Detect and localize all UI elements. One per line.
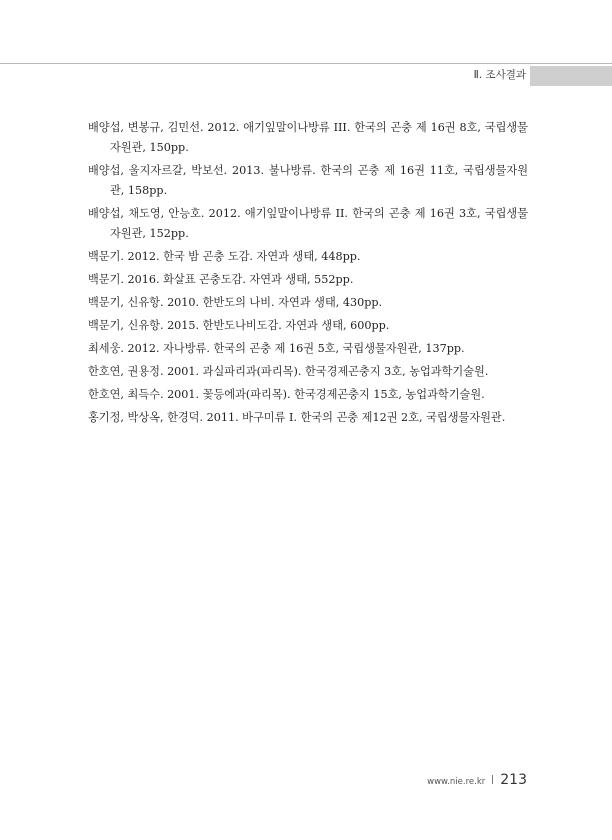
footer-url[interactable]: www.nie.re.kr xyxy=(427,777,486,787)
reference-list xyxy=(88,118,528,431)
page-number: 213 xyxy=(500,772,527,788)
reference-item: 배양섭, 변봉규, 김민선. 2012. 애기잎말이나방류 III. 한국의 곤충 제 16권 8호, 국립생물자원관, 150pp. xyxy=(88,121,528,154)
section-label: Ⅱ. 조사결과 xyxy=(473,69,526,81)
section-tab xyxy=(530,66,612,86)
reference-item: 백문기. 2012. 한국 밤 곤충 도감. 자연과 생태, 448pp. xyxy=(88,250,361,263)
reference-item: 백문기. 2016. 화살표 곤충도감. 자연과 생태, 552pp. xyxy=(88,273,354,286)
footer-divider xyxy=(492,775,493,784)
reference-item: 배양섭, 채도영, 안능호. 2012. 애기잎말이나방류 II. 한국의 곤충 제 16권 3호, 국립생물자원관, 152pp. xyxy=(88,207,528,240)
reference-item: 홍기정, 박상옥, 한경덕. 2011. 바구미류 I. 한국의 곤충 제12권 2호, 국립생물자원관. xyxy=(88,411,506,424)
reference-item: 백문기, 신유항. 2015. 한반도나비도감. 자연과 생태, 600pp. xyxy=(88,319,390,332)
reference-item: 최세웅. 2012. 자나방류. 한국의 곤충 제 16권 5호, 국립생물자원관, 137pp. xyxy=(88,342,465,355)
page-footer xyxy=(427,772,527,788)
reference-item: 한호연, 권용정. 2001. 과실파리과(파리목). 한국경제곤충지 3호, 농업과학기술원. xyxy=(88,365,489,378)
header-rule xyxy=(0,63,612,64)
reference-item: 한호연, 최득수. 2001. 꽃등에과(파리목). 한국경제곤충지 15호, 농업과학기술원. xyxy=(88,388,485,401)
reference-item: 백문기, 신유항. 2010. 한반도의 나비. 자연과 생태, 430pp. xyxy=(88,296,383,309)
reference-item: 배양섭, 울지자르갈, 박보선. 2013. 불나방류. 한국의 곤충 제 16권 11호, 국립생물자원관, 158pp. xyxy=(88,164,528,197)
